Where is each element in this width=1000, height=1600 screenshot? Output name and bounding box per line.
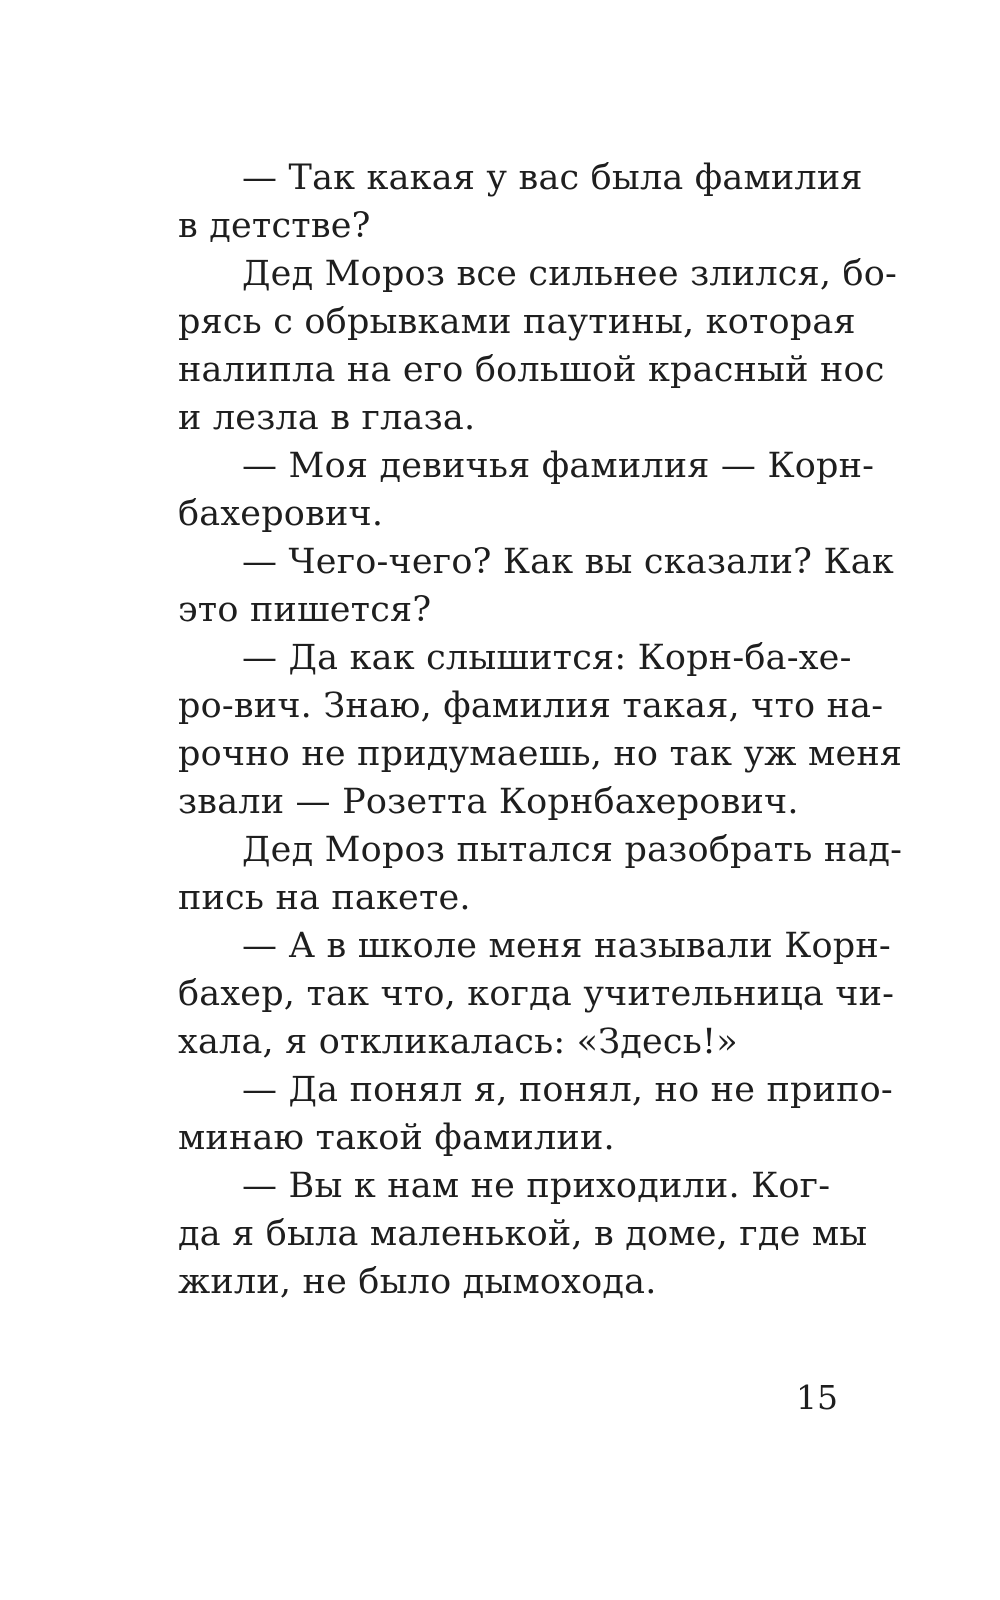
text-line: — Чего-чего? Как вы сказали? Как	[242, 542, 894, 582]
text-line: — Вы к нам не приходили. Ког-	[242, 1166, 831, 1206]
text-line: ро-вич. Знаю, фамилия такая, что на-	[178, 686, 884, 726]
text-line: пись на пакете.	[178, 878, 471, 918]
text-line: рочно не придумаешь, но так уж меня	[178, 734, 903, 774]
text-line: и лезла в глаза.	[178, 398, 476, 438]
text-line: это пишется?	[178, 590, 432, 630]
text-line: — Так какая у вас была фамилия	[242, 158, 863, 198]
text-line: минаю такой фамилии.	[178, 1118, 615, 1158]
text-line: рясь с обрывками паутины, которая	[178, 302, 856, 342]
text-line: — Моя девичья фамилия — Корн-	[242, 446, 875, 486]
text-line: налипла на его большой красный нос	[178, 350, 885, 390]
text-line: — Да понял я, понял, но не припо-	[242, 1070, 893, 1110]
text-line: Дед Мороз пытался разобрать над-	[242, 830, 903, 870]
text-line: бахер, так что, когда учительница чи-	[178, 974, 895, 1014]
page-number: 15	[796, 1378, 838, 1417]
text-line: звали — Розетта Корнбахерович.	[178, 782, 799, 822]
text-line: — Да как слышится: Корн-ба-хе-	[242, 638, 852, 678]
text-line: бахерович.	[178, 494, 384, 534]
text-line: да я была маленькой, в доме, где мы	[178, 1214, 868, 1254]
text-line: в детстве?	[178, 206, 371, 246]
text-line: — А в школе меня называли Корн-	[242, 926, 891, 966]
text-line: Дед Мороз все сильнее злился, бо-	[242, 254, 898, 294]
text-line: жили, не было дымохода.	[178, 1262, 657, 1302]
text-line: хала, я откликалась: «Здесь!»	[178, 1022, 738, 1062]
